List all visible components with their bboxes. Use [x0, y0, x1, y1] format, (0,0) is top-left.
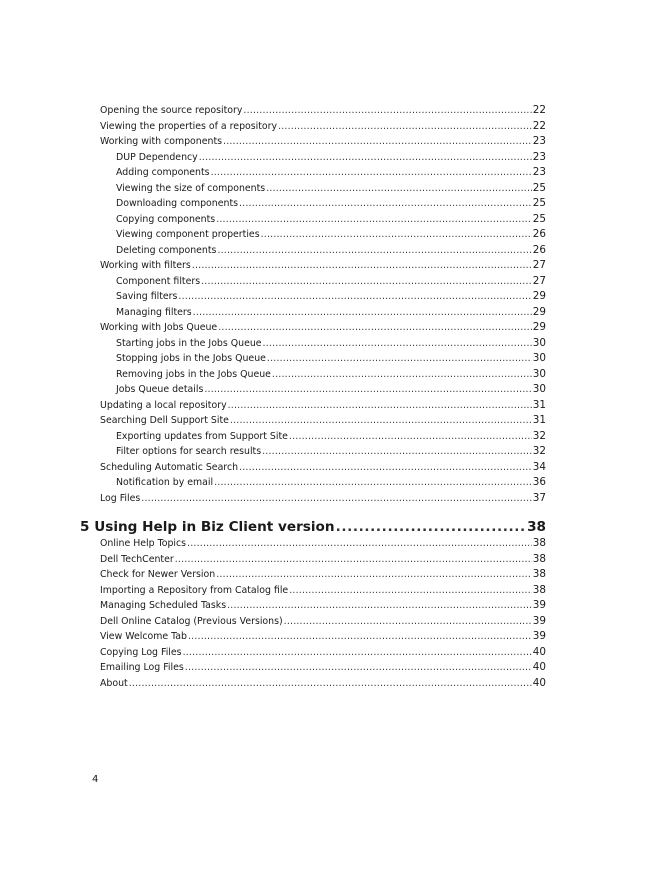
leader-dots	[230, 414, 532, 427]
leader-dots	[239, 461, 532, 474]
toc-entry-label: Downloading components	[116, 198, 238, 209]
toc-entry[interactable]	[100, 399, 546, 412]
leader-dots	[263, 337, 532, 350]
leader-dots	[239, 197, 532, 210]
toc-entry-label: Working with components	[100, 136, 223, 147]
toc-chapter-label: 5 Using Help in Biz Client version	[80, 519, 335, 535]
toc-entry[interactable]	[116, 166, 546, 179]
leader-dots	[188, 630, 532, 643]
leader-dots	[141, 492, 531, 505]
toc-entry[interactable]	[116, 213, 546, 226]
toc-entry-label: Removing jobs in the Jobs Queue	[116, 369, 271, 380]
toc-entry-page: 38	[532, 568, 546, 580]
toc-entry-label: Jobs Queue details	[116, 384, 204, 395]
leader-dots	[218, 321, 532, 334]
toc-entry[interactable]	[100, 568, 546, 581]
toc-entry-label: About	[100, 678, 128, 689]
leader-dots	[284, 615, 532, 628]
toc-entry[interactable]	[116, 430, 546, 443]
toc-entry-page: 36	[532, 476, 546, 488]
toc-entry-page: 40	[532, 677, 546, 689]
toc-entry-page: 25	[532, 213, 546, 225]
toc-entry-page: 37	[532, 492, 546, 504]
toc-entry-page: 27	[532, 275, 546, 287]
toc-entry-label: Updating a local repository	[100, 400, 227, 411]
toc-entry-page: 26	[532, 244, 546, 256]
toc-entry-label: Copying Log Files	[100, 647, 182, 658]
toc-entry[interactable]	[100, 630, 546, 643]
toc-entry-label: Viewing the size of components	[116, 183, 266, 194]
leader-dots	[192, 259, 532, 272]
leader-dots	[228, 399, 532, 412]
leader-dots	[262, 445, 532, 458]
toc-entry-page: 40	[532, 646, 546, 658]
toc-entry-page: 38	[532, 537, 546, 549]
toc-entry-page: 31	[532, 399, 546, 411]
toc-entry-page: 32	[532, 445, 546, 457]
toc-entry-page: 30	[532, 337, 546, 349]
leader-dots	[216, 568, 532, 581]
toc-chapter-heading[interactable]	[80, 518, 546, 536]
leader-dots	[199, 151, 532, 164]
toc-entry-page: 30	[532, 383, 546, 395]
toc-entry[interactable]	[116, 368, 546, 381]
toc-entry-page: 30	[532, 352, 546, 364]
toc-entry-label: Managing Scheduled Tasks	[100, 600, 227, 611]
leader-dots	[178, 290, 531, 303]
toc-entry[interactable]	[116, 306, 546, 319]
toc-entry[interactable]	[100, 599, 546, 612]
toc-entry-label: Working with filters	[100, 260, 191, 271]
toc-entry[interactable]	[100, 135, 546, 148]
leader-dots	[223, 135, 532, 148]
toc-entry-page: 22	[532, 104, 546, 116]
toc-entry-page: 40	[532, 661, 546, 673]
toc-entry[interactable]	[116, 290, 546, 303]
leader-dots	[289, 584, 532, 597]
leader-dots	[214, 476, 532, 489]
toc-entry-label: Starting jobs in the Jobs Queue	[116, 338, 262, 349]
toc-entry-page: 38	[532, 553, 546, 565]
leader-dots	[278, 120, 532, 133]
leader-dots	[185, 661, 532, 674]
toc-entry[interactable]	[116, 197, 546, 210]
toc-entry[interactable]	[116, 337, 546, 350]
toc-entry-page: 23	[532, 166, 546, 178]
toc-entry[interactable]	[116, 445, 546, 458]
toc-entry[interactable]	[100, 104, 546, 117]
toc-entry-label: Copying components	[116, 214, 216, 225]
leader-dots	[204, 383, 531, 396]
toc-entry-page: 23	[532, 135, 546, 147]
toc-entry-label: Filter options for search results	[116, 446, 262, 457]
leader-dots	[211, 166, 532, 179]
leader-dots	[227, 599, 532, 612]
page-number: 4	[92, 774, 99, 785]
toc-entry-page: 25	[532, 182, 546, 194]
toc-entry-label: Notification by email	[116, 477, 214, 488]
toc-entry-label: Viewing component properties	[116, 229, 260, 240]
toc-entry-page: 34	[532, 461, 546, 473]
toc-entry[interactable]	[100, 677, 546, 690]
toc-entry[interactable]	[116, 275, 546, 288]
toc-entry[interactable]	[100, 646, 546, 659]
toc-entry-page: 29	[532, 290, 546, 302]
toc-entry-label: View Welcome Tab	[100, 631, 187, 642]
toc-entry[interactable]	[100, 414, 546, 427]
leader-dots	[183, 646, 532, 659]
toc-entry[interactable]	[100, 615, 546, 628]
leader-dots	[289, 430, 532, 443]
toc-entry[interactable]	[100, 661, 546, 674]
toc-entry-label: Saving filters	[116, 291, 178, 302]
toc-entry-page: 38	[532, 584, 546, 596]
toc-entry-page: 29	[532, 321, 546, 333]
toc-entry[interactable]	[100, 492, 546, 505]
toc-entry-label: Check for Newer Version	[100, 569, 216, 580]
toc-entry-page: 22	[532, 120, 546, 132]
leader-dots	[201, 275, 532, 288]
toc-entry[interactable]	[116, 476, 546, 489]
toc-entry-label: Deleting components	[116, 245, 217, 256]
leader-dots	[266, 182, 532, 195]
toc-entry-label: Log Files	[100, 493, 141, 504]
leader-dots	[336, 518, 527, 536]
toc-entry-page: 26	[532, 228, 546, 240]
toc-chapter-page: 38	[527, 519, 546, 535]
toc-entry-label: Stopping jobs in the Jobs Queue	[116, 353, 266, 364]
toc-entry[interactable]	[100, 537, 546, 550]
toc-entry-label: Adding components	[116, 167, 210, 178]
leader-dots	[216, 213, 532, 226]
toc-entry[interactable]	[116, 244, 546, 257]
toc-entry-label: Importing a Repository from Catalog file	[100, 585, 289, 596]
leader-dots	[129, 677, 532, 690]
leader-dots	[193, 306, 532, 319]
toc-entry-page: 39	[532, 599, 546, 611]
leader-dots	[261, 228, 532, 241]
toc-entry-label: Dell TechCenter	[100, 554, 174, 565]
toc-entry-label: DUP Dependency	[116, 152, 198, 163]
toc-entry-page: 23	[532, 151, 546, 163]
toc-entry-label: Viewing the properties of a repository	[100, 121, 278, 132]
toc-entry-label: Component filters	[116, 276, 201, 287]
toc-entry[interactable]	[100, 553, 546, 566]
toc-entry[interactable]	[100, 461, 546, 474]
toc-entry-page: 31	[532, 414, 546, 426]
toc-entry-label: Exporting updates from Support Site	[116, 431, 288, 442]
toc-entry-label: Online Help Topics	[100, 538, 187, 549]
toc-entry-label: Opening the source repository	[100, 105, 243, 116]
toc-entry-page: 25	[532, 197, 546, 209]
toc-entry-label: Searching Dell Support Site	[100, 415, 229, 426]
toc-entry[interactable]	[116, 151, 546, 164]
toc-entry[interactable]	[100, 584, 546, 597]
leader-dots	[187, 537, 532, 550]
toc-entry-label: Dell Online Catalog (Previous Versions)	[100, 616, 283, 627]
toc-entry-label: Working with Jobs Queue	[100, 322, 218, 333]
leader-dots	[243, 104, 531, 117]
toc-entry[interactable]	[116, 383, 546, 396]
toc-entry-page: 39	[532, 630, 546, 642]
toc-entry-page: 27	[532, 259, 546, 271]
toc-entry[interactable]	[100, 321, 546, 334]
toc-entry-page: 29	[532, 306, 546, 318]
leader-dots	[267, 352, 532, 365]
toc-entry-label: Emailing Log Files	[100, 662, 184, 673]
toc-entry[interactable]	[100, 259, 546, 272]
toc-entry[interactable]	[100, 120, 546, 133]
leader-dots	[175, 553, 532, 566]
toc-entry[interactable]	[116, 182, 546, 195]
toc-entry-page: 30	[532, 368, 546, 380]
toc-entry-page: 32	[532, 430, 546, 442]
toc-entry[interactable]	[116, 352, 546, 365]
toc-entry-label: Scheduling Automatic Search	[100, 462, 239, 473]
toc-entry-page: 39	[532, 615, 546, 627]
toc-entry[interactable]	[116, 228, 546, 241]
leader-dots	[217, 244, 531, 257]
toc-entry-label: Managing filters	[116, 307, 192, 318]
leader-dots	[272, 368, 532, 381]
